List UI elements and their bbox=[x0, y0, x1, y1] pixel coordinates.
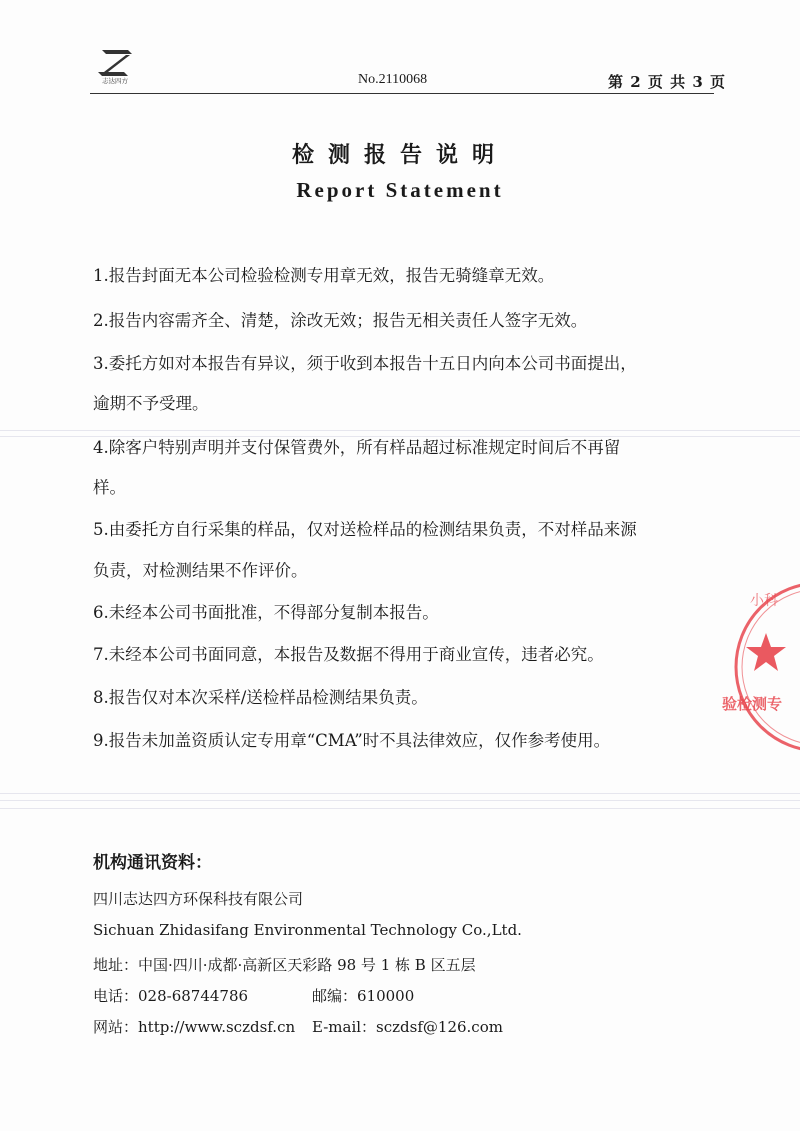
title-chinese: 检测报告说明 bbox=[291, 143, 508, 168]
statement-line: 6.未经本公司书面批准，不得部分复制本报告。 bbox=[93, 603, 439, 622]
statement-line: 负责，对检测结果不作评价。 bbox=[93, 561, 308, 580]
address: 地址：中国·四川·成都·高新区天彩路 98 号 1 栋 B 区五层 bbox=[93, 956, 476, 974]
logo-text: 志达四方 bbox=[102, 77, 128, 84]
contact-info-label: 机构通讯资料： bbox=[93, 853, 212, 873]
scan-line bbox=[0, 808, 800, 809]
company-name-en: Sichuan Zhidasifang Environmental Technology Co.,Ltd. bbox=[93, 921, 522, 939]
title-english: Report Statement bbox=[296, 178, 504, 202]
statement-line: 8.报告仅对本次采样/送检样品检测结果负责。 bbox=[93, 688, 428, 707]
statement-line: 2.报告内容需齐全、清楚，涂改无效；报告无相关责任人签字无效。 bbox=[93, 311, 588, 330]
star-icon bbox=[746, 633, 786, 671]
scan-line bbox=[0, 430, 800, 431]
stamp-text-top: 小科 bbox=[750, 593, 778, 609]
statement-line: 1.报告封面无本公司检验检测专用章无效，报告无骑缝章无效。 bbox=[93, 266, 555, 285]
zhidasifang-logo-icon bbox=[92, 46, 138, 84]
report-number: No.2110068 bbox=[358, 72, 428, 87]
stamp-text-bottom: 验检测专 bbox=[722, 695, 783, 713]
statement-line: 7.未经本公司书面同意，本报告及数据不得用于商业宣传，违者必究。 bbox=[93, 645, 604, 664]
email-link[interactable]: E-mail：sczdsf@126.com bbox=[312, 1018, 503, 1036]
statement-line: 4.除客户特别声明并支付保管费外，所有样品超过标准规定时间后不再留 bbox=[93, 438, 621, 457]
statement-line: 5.由委托方自行采集的样品，仅对送检样品的检测结果负责，不对样品来源 bbox=[93, 520, 637, 539]
scan-line bbox=[0, 793, 800, 794]
header-divider bbox=[90, 93, 714, 94]
scan-line bbox=[0, 800, 800, 801]
statement-line: 9.报告未加盖资质认定专用章“CMA”时不具法律效应，仅作参考使用。 bbox=[93, 731, 611, 750]
website-link[interactable]: 网站：http://www.sczdsf.cn bbox=[93, 1018, 296, 1036]
statement-line: 逾期不予受理。 bbox=[93, 394, 209, 413]
postcode: 邮编：610000 bbox=[312, 987, 415, 1005]
company-name-cn: 四川志达四方环保科技有限公司 bbox=[93, 890, 304, 908]
statement-line: 3.委托方如对本报告有异议，须于收到本报告十五日内向本公司书面提出， bbox=[93, 354, 637, 373]
partial-company-stamp bbox=[716, 575, 800, 755]
phone: 电话：028-68744786 bbox=[93, 987, 249, 1005]
page-indicator: 第 2 页 共 3 页 bbox=[608, 73, 726, 91]
statement-line: 样。 bbox=[93, 478, 126, 497]
